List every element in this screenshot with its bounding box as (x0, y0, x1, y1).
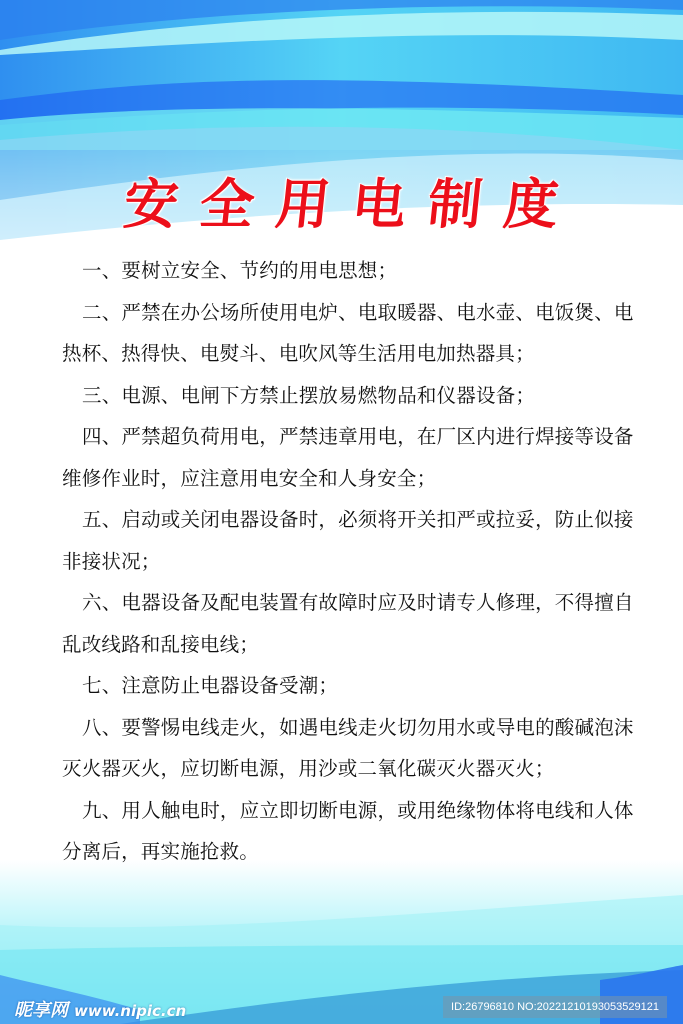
rule-text-continued: 煲、电热杯、热得快、电熨斗、电吹风等生活用电加热器具； (62, 300, 634, 365)
rule-item-6 (62, 582, 642, 665)
rule-item-4 (62, 416, 642, 499)
rule-text: 九、用人触电时，应立即切断电源，或用绝缘物体将电线 (82, 798, 575, 822)
rule-item-5 (62, 499, 642, 582)
rule-text-continued: 碱泡沫灭火器灭火，应切断电源，用沙或二氧化碳灭火器灭火； (62, 715, 634, 780)
rule-text-continued: 和人体分离后，再实施抢救。 (62, 798, 634, 863)
rule-text: 八、要警惕电线走火，如遇电线走火切勿用水或导电的酸 (82, 715, 575, 739)
nipic-logo (14, 996, 186, 1022)
rule-text: 七、注意防止电器设备受潮； (82, 674, 339, 697)
image-id-badge: ID:26796810 NO:20221210193053529121 (443, 996, 667, 1018)
poster-title: 安全用电制度 (120, 172, 584, 236)
rule-item-8 (62, 707, 642, 790)
rule-text: 三、电源、电闸下方禁止摆放易燃物品和仪器设备； (82, 383, 536, 407)
rule-text: 四、严禁超负荷用电，严禁违章用电，在厂区内进行焊接 (82, 425, 575, 448)
rules-list (62, 250, 642, 873)
rule-item-2 (62, 292, 642, 375)
rule-item-1 (62, 250, 642, 292)
rule-item-3 (62, 375, 642, 417)
rule-text: 六、电器设备及配电装置有故障时应及时请专人修理，不 (82, 591, 575, 614)
rule-text: 二、严禁在办公场所使用电炉、电取暖器、电水壶、电饭 (82, 300, 575, 324)
rule-text-continued: 得擅自乱改线路和乱接电线； (62, 591, 634, 656)
rule-text-continued: 等设备维修作业时，应注意用电安全和人身安全； (62, 425, 634, 490)
rule-text: 五、启动或关闭电器设备时，必须将开关扣严或拉妥，防 (82, 508, 575, 531)
rule-text: 一、要树立安全、节约的用电思想； (82, 259, 398, 282)
brand-name: 昵享网 (14, 1000, 68, 1021)
watermark-bar (0, 984, 683, 1024)
rule-item-7 (62, 665, 642, 707)
rule-text-continued: 止似接非接状况； (62, 508, 634, 573)
rule-item-9 (62, 790, 642, 873)
brand-url: www.nipic.cn (74, 1002, 187, 1020)
